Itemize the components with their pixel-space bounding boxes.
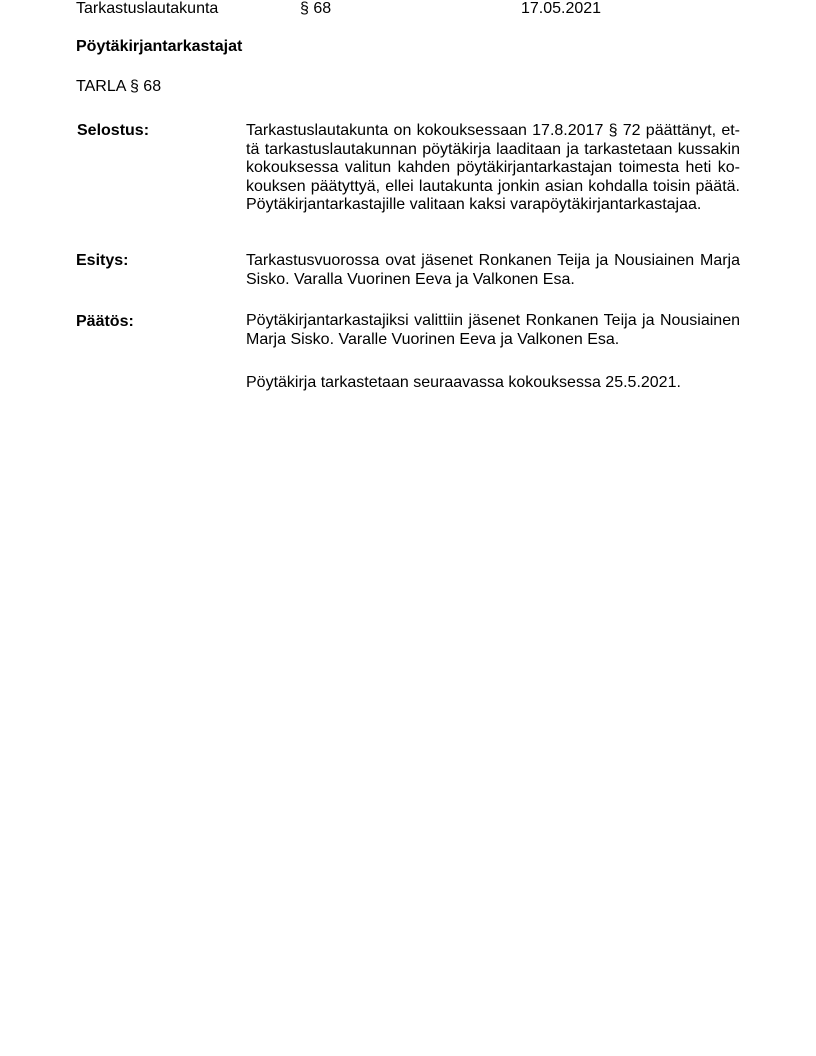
esitys-line: Tarkastusvuorossa ovat jäsenet Ronkanen Teija ja Nousiainen Marja <box>246 252 740 269</box>
selostus-label: Selostus: <box>77 122 150 139</box>
selostus-line: Tarkastuslautakunta on kokouksessaan 17.8.2017 § 72 päättänyt, et- <box>246 122 740 139</box>
selostus-body <box>246 122 740 215</box>
header-board-name: Tarkastuslautakunta <box>76 0 219 17</box>
document-header <box>76 0 736 19</box>
paatos-label: Päätös: <box>76 313 134 330</box>
paatos-line: Pöytäkirjantarkastajiksi valittiin jäsenet Ronkanen Teija ja Nousiainen <box>246 312 740 329</box>
esitys-line: Sisko. Varalla Vuorinen Eeva ja Valkonen Esa. <box>246 270 575 288</box>
esitys-label: Esitys: <box>76 252 129 269</box>
header-date: 17.05.2021 <box>521 0 602 17</box>
paatos-body <box>246 312 740 349</box>
paatos-extra-line: Pöytäkirja tarkastetaan seuraavassa kokouksessa 25.5.2021. <box>246 374 681 391</box>
selostus-line: tä tarkastuslautakunnan pöytäkirja laaditaan ja tarkastetaan kussakin <box>246 140 740 158</box>
document-title: Pöytäkirjantarkastajat <box>76 38 243 55</box>
selostus-line: kokouksessa valitun kahden pöytäkirjantarkastajan toimesta heti ko- <box>246 159 740 176</box>
selostus-line: kouksen päätyttyä, ellei lautakunta jonkin asian kohdalla toisin päätä. <box>246 177 740 195</box>
document-reference: TARLA § 68 <box>76 78 162 95</box>
header-section-number: § 68 <box>300 0 332 17</box>
paatos-extra-body <box>246 374 740 393</box>
esitys-body <box>246 252 740 289</box>
selostus-line: Pöytäkirjantarkastajille valitaan kaksi varapöytäkirjantarkastajaa. <box>246 196 702 213</box>
paatos-line: Marja Sisko. Varalle Vuorinen Eeva ja Valkonen Esa. <box>246 330 620 348</box>
